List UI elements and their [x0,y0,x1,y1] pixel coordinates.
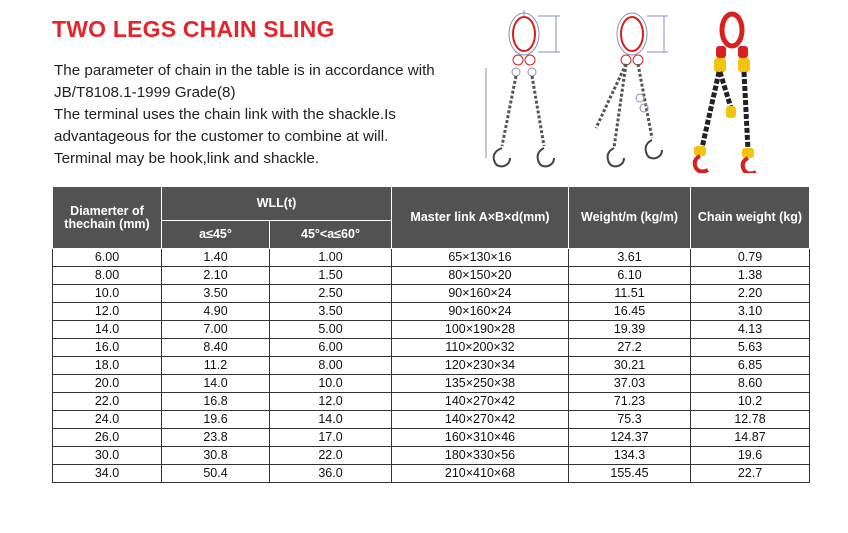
cell-wll-b: 36.0 [270,465,392,483]
cell-diameter: 14.0 [53,321,162,339]
cell-weight: 155.45 [569,465,691,483]
cell-chain-weight: 1.38 [691,267,810,285]
table-row [53,465,810,483]
cell-master-link: 135×250×38 [392,375,569,393]
description-line: The parameter of chain in the table is in accordance with [54,62,435,79]
table-row [53,393,810,411]
cell-wll-b: 1.50 [270,267,392,285]
cell-diameter: 34.0 [53,465,162,483]
table-row [53,249,810,267]
cell-master-link: 90×160×24 [392,303,569,321]
cell-master-link: 80×150×20 [392,267,569,285]
cell-diameter: 24.0 [53,411,162,429]
cell-diameter: 8.00 [53,267,162,285]
description [54,60,454,170]
cell-wll-b: 3.50 [270,303,392,321]
header-master-link: Master link A×B×d(mm) [392,187,569,249]
cell-diameter: 12.0 [53,303,162,321]
cell-wll-a: 2.10 [162,267,270,285]
cell-weight: 27.2 [569,339,691,357]
cell-wll-b: 22.0 [270,447,392,465]
cell-wll-a: 16.8 [162,393,270,411]
cell-wll-a: 1.40 [162,249,270,267]
cell-wll-a: 7.00 [162,321,270,339]
cell-chain-weight: 4.13 [691,321,810,339]
cell-chain-weight: 14.87 [691,429,810,447]
cell-master-link: 65×130×16 [392,249,569,267]
cell-weight: 37.03 [569,375,691,393]
cell-chain-weight: 6.85 [691,357,810,375]
table-row [53,321,810,339]
cell-wll-b: 12.0 [270,393,392,411]
cell-weight: 71.23 [569,393,691,411]
cell-diameter: 30.0 [53,447,162,465]
cell-weight: 19.39 [569,321,691,339]
cell-chain-weight: 3.10 [691,303,810,321]
table-row [53,411,810,429]
cell-chain-weight: 2.20 [691,285,810,303]
cell-wll-a: 11.2 [162,357,270,375]
cell-wll-a: 3.50 [162,285,270,303]
cell-wll-b: 10.0 [270,375,392,393]
description-line: The terminal uses the chain link with the shackle.Is [54,106,396,123]
header-wll-b: 45°<a≤60° [270,221,392,249]
cell-chain-weight: 10.2 [691,393,810,411]
header-diameter: Diamerter of thechain (mm) [53,187,162,249]
description-line: advantageous for the customer to combine at will. [54,128,389,145]
table-row [53,429,810,447]
cell-weight: 75.3 [569,411,691,429]
description-line: JB/T8108.1-1999 Grade(8) [54,84,236,101]
cell-diameter: 10.0 [53,285,162,303]
cell-wll-a: 8.40 [162,339,270,357]
table-row [53,285,810,303]
page-title: TWO LEGS CHAIN SLING [52,16,335,42]
cell-wll-b: 2.50 [270,285,392,303]
chain-sling-spec-table [52,186,810,483]
table-row [53,267,810,285]
cell-weight: 16.45 [569,303,691,321]
cell-master-link: 140×270×42 [392,393,569,411]
cell-chain-weight: 22.7 [691,465,810,483]
two-leg-sling-shortener-drawing-icon [584,8,676,173]
cell-weight: 3.61 [569,249,691,267]
cell-master-link: 140×270×42 [392,411,569,429]
cell-wll-a: 19.6 [162,411,270,429]
two-leg-chain-sling-photo-icon [686,8,778,173]
cell-master-link: 110×200×32 [392,339,569,357]
cell-wll-b: 1.00 [270,249,392,267]
cell-master-link: 100×190×28 [392,321,569,339]
cell-chain-weight: 5.63 [691,339,810,357]
cell-weight: 11.51 [569,285,691,303]
cell-diameter: 20.0 [53,375,162,393]
cell-master-link: 180×330×56 [392,447,569,465]
cell-wll-b: 5.00 [270,321,392,339]
cell-weight: 134.3 [569,447,691,465]
table-row [53,357,810,375]
cell-wll-b: 6.00 [270,339,392,357]
cell-diameter: 18.0 [53,357,162,375]
cell-wll-a: 23.8 [162,429,270,447]
table-row [53,375,810,393]
cell-diameter: 22.0 [53,393,162,411]
cell-chain-weight: 19.6 [691,447,810,465]
description-line: Terminal may be hook,link and shackle. [54,150,320,167]
cell-master-link: 210×410×68 [392,465,569,483]
cell-diameter: 16.0 [53,339,162,357]
cell-wll-a: 4.90 [162,303,270,321]
cell-wll-b: 8.00 [270,357,392,375]
cell-master-link: 160×310×46 [392,429,569,447]
header-wll: WLL(t) [162,187,392,221]
table-row [53,339,810,357]
cell-master-link: 90×160×24 [392,285,569,303]
header-wll-a: a≤45° [162,221,270,249]
table-row [53,303,810,321]
cell-wll-b: 17.0 [270,429,392,447]
cell-master-link: 120×230×34 [392,357,569,375]
cell-weight: 6.10 [569,267,691,285]
header-chain-weight: Chain weight (kg) [691,187,810,249]
cell-chain-weight: 12.78 [691,411,810,429]
cell-diameter: 6.00 [53,249,162,267]
cell-wll-a: 14.0 [162,375,270,393]
cell-weight: 124.37 [569,429,691,447]
cell-wll-b: 14.0 [270,411,392,429]
cell-wll-a: 50.4 [162,465,270,483]
cell-chain-weight: 8.60 [691,375,810,393]
cell-chain-weight: 0.79 [691,249,810,267]
table-row [53,447,810,465]
cell-weight: 30.21 [569,357,691,375]
header-weight: Weight/m (kg/m) [569,187,691,249]
sling-illustrations [478,8,778,173]
cell-wll-a: 30.8 [162,447,270,465]
cell-diameter: 26.0 [53,429,162,447]
two-leg-sling-drawing-icon [478,8,570,173]
